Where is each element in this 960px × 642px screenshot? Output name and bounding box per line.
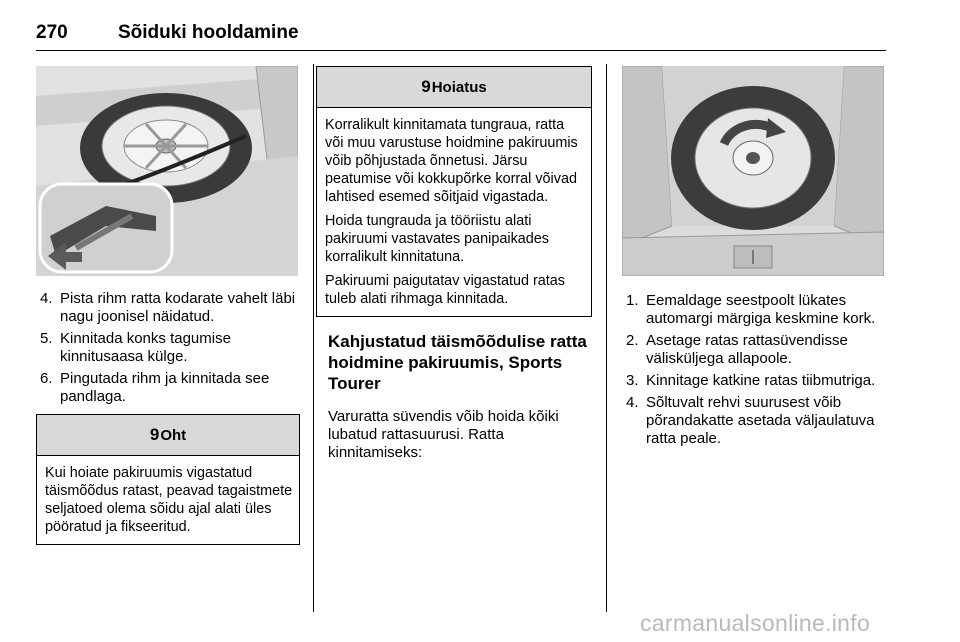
list-item: 6. Pingutada rihm ja kinnitada see pandlaga. — [40, 370, 270, 405]
list-item: 3. Kinnitage katkine ratas tiibmutriga. — [626, 372, 876, 389]
col1-steps-list — [36, 290, 298, 410]
warning-box-body: Korralikult kinnitamata tungraua, ratta või muu varustuse hoidmine pakiruumis võib põhjustada õnnetusi. Järsu peatumise või kokkupõrke korral võivad lahtised esemed sõitjaid vigastada. Hoida tungrauda ja tööriistu alati pakiruumi vastavates panipaikades korralikult kinnitatuna. Pakiruumi paigutatav vigastatud ratas tuleb alati rihmaga kinnitada. — [325, 117, 578, 307]
warning-triangle-icon: 9 — [149, 425, 160, 444]
section-heading: Kahjustatud täismõõdulise ratta hoidmine pakiruumis, Sports Tourer — [328, 332, 587, 393]
page-number: 270 — [36, 22, 68, 43]
danger-box-body: Kui hoiate pakiruumis vigastatud täismõõdus ratast, peavad tagaistmete seljatoed olema sõidu ajal alati üles pööratud ja fikseeritud. — [45, 465, 293, 535]
list-item: 1. Eemaldage seestpoolt lükates automargi märgiga keskmine kork. — [626, 292, 876, 327]
watermark: carmanualsonline.info — [640, 610, 871, 636]
list-item: 5. Kinnitada konks tagumise kinnitusaasa külge. — [40, 330, 231, 365]
column-divider-left — [313, 64, 314, 612]
illustration-wheel-well — [622, 66, 884, 276]
warning-triangle-icon: 9 — [421, 77, 431, 96]
section-text: Varuratta süvendis võib hoida kõiki lubatud rattasuurusi. Ratta kinnitamiseks: — [328, 408, 559, 461]
danger-box — [36, 414, 300, 545]
column-divider-right — [606, 64, 607, 612]
warning-box — [316, 66, 592, 317]
list-item: 4. Pista rihm ratta kodarate vahelt läbi nagu joonisel näidatud. — [40, 290, 296, 325]
danger-label: Oht — [160, 426, 187, 444]
page-header — [36, 22, 886, 51]
warning-box-header — [317, 67, 591, 108]
warning-label: Hoiatus — [431, 78, 487, 96]
danger-box-header — [37, 415, 299, 456]
page-title: Sõiduki hooldamine — [118, 22, 299, 43]
list-item: 4. Sõltuvalt rehvi suurusest võib põrandakatte asetada väljaulatuva ratta peale. — [626, 394, 875, 447]
illustration-wheel-strap — [36, 66, 298, 276]
col3-steps-list — [622, 292, 884, 452]
list-item: 2. Asetage ratas rattasüvendisse välisküljega allapoole. — [626, 332, 848, 367]
